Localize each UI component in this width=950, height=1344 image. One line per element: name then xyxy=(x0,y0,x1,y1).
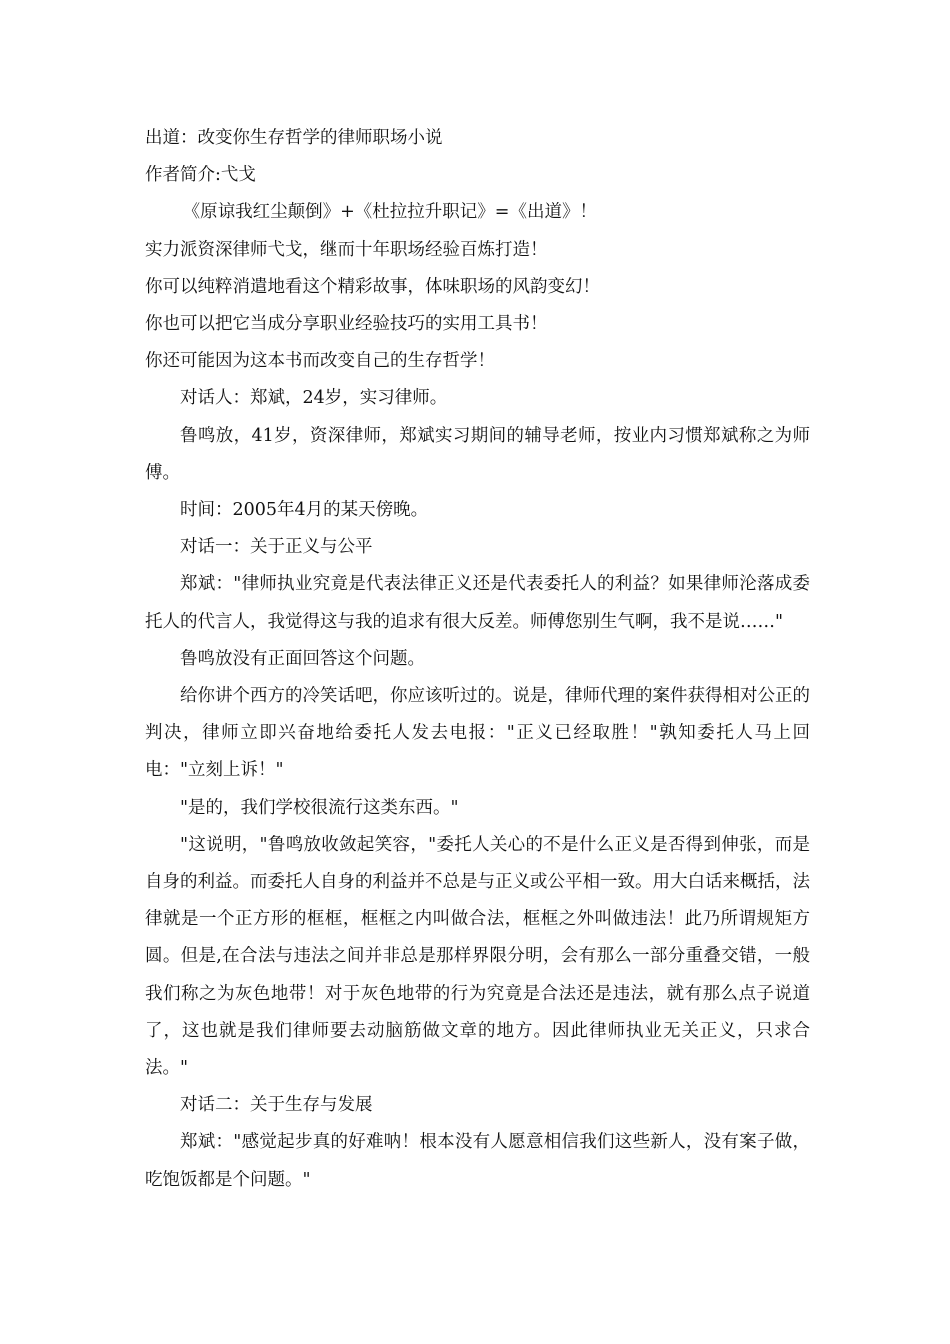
promo-line: 你也可以把它当成分享职业经验技巧的实用工具书！ xyxy=(145,314,548,335)
promo-line: 你可以纯粹消遣地看这个精彩故事，体味职场的风韵变幻！ xyxy=(145,276,600,297)
promo-title: 《原谅我红尘颠倒》+《杜拉拉升职记》=《出道》！ xyxy=(182,202,597,223)
body-paragraph: "这说明，"鲁鸣放收敛起笑容，"委托人关心的不是什么正义是否得到伸张，而是自身的利益。而委托人自身的利益并不总是与正义或公平相一致。用大白话来概括，法律就是一个正方形的框框，框框之内叫做合法，框框之外叫做违法！此乃所谓规矩方圆。但是,在合法与违法之间并非总是那样界限分明，会有那么一部分重叠交错，一般我们称之为灰色地带！对于灰色地带的行为究竟是合法还是违法，就有那么点子说道了，这也就是我们律师要去动脑筋做文章的地方。因此律师执业无关正义，只求合法。" xyxy=(145,834,810,1079)
section-heading: 对话一：关于正义与公平 xyxy=(180,537,373,558)
body-paragraph: 给你讲个西方的冷笑话吧，你应该听过的。说是，律师代理的案件获得相对公正的判决，律师立即兴奋地给委托人发去电报："正义已经取胜！"孰知委托人马上回电："立刻上诉！" xyxy=(145,686,810,781)
document-page xyxy=(145,120,810,1199)
author-intro-line: 作者简介:弋戈 xyxy=(145,165,256,186)
body-paragraph: 对话人：郑斌，24岁，实习律师。 xyxy=(180,388,448,409)
book-title-line: 出道：改变你生存哲学的律师职场小说 xyxy=(145,128,443,148)
body-paragraph: 时间：2005年4月的某天傍晚。 xyxy=(180,500,429,521)
body-paragraph: 郑斌："律师执业究竟是代表法律正义还是代表委托人的利益？如果律师沦落成委托人的代言人，我觉得这与我的追求有很大反差。师傅您别生气啊，我不是说……" xyxy=(145,574,810,632)
promo-line: 实力派资深律师弋戈，继而十年职场经验百炼打造！ xyxy=(145,239,548,260)
body-paragraph: 鲁鸣放没有正面回答这个问题。 xyxy=(180,648,425,669)
body-paragraph: 郑斌："感觉起步真的好难呐！根本没有人愿意相信我们这些新人，没有案子做，吃饱饭都是个问题。" xyxy=(145,1132,810,1190)
body-paragraph: 鲁鸣放，41岁，资深律师，郑斌实习期间的辅导老师，按业内习惯郑斌称之为师傅。 xyxy=(145,425,810,483)
promo-line: 你还可能因为这本书而改变自己的生存哲学！ xyxy=(145,351,495,372)
section-heading: 对话二：关于生存与发展 xyxy=(180,1095,373,1116)
body-paragraph: "是的，我们学校很流行这类东西。" xyxy=(180,797,459,818)
